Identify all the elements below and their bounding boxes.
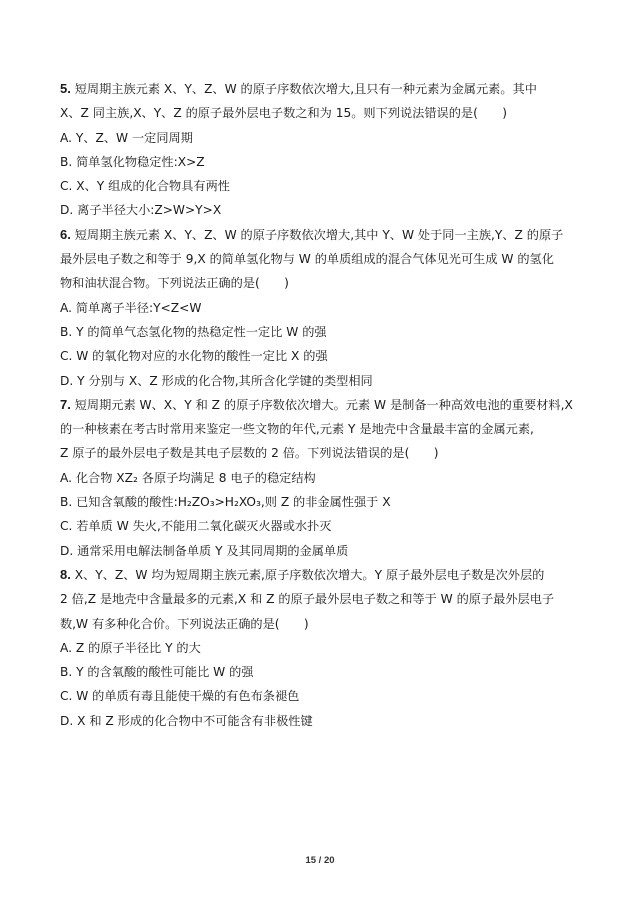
question-7 [60,393,580,563]
question-number: 6. [60,226,71,242]
question-stem-line [60,77,580,101]
question-stem-line [60,563,580,587]
option-d: D. X 和 Z 形成的化合物中不可能含有非极性键 [60,713,313,728]
option-b: B. Y 的含氧酸的酸性可能比 W 的强 [60,665,254,680]
question-stem-line: Z 原子的最外层电子数是其电子层数的 2 倍。下列说法错误的是( ) [60,446,439,461]
option-a: A. 化合物 XZ₂ 各原子均满足 8 电子的稳定结构 [60,470,316,485]
question-stem-line: 物和油状混合物。下列说法正确的是( ) [60,276,289,291]
stem-text: 短周期主族元素 X、Y、Z、W 的原子序数依次增大,其中 Y、W 处于同一主族,Y、Z 的原子 [74,227,564,242]
option-b: B. 简单氢化物稳定性:X>Z [60,154,205,169]
stem-text: X、Y、Z、W 均为短周期主族元素,原子序数依次增大。Y 原子最外层电子数是次外层的 [74,567,545,582]
question-stem-line: 最外层电子数之和等于 9,X 的简单氢化物与 W 的单质组成的混合气体见光可生成 W 的氢化 [60,252,554,267]
option-c: C. W 的氧化物对应的水化物的酸性一定比 X 的强 [60,349,328,364]
option-c: C. 若单质 W 失火,不能用二氧化碳灭火器或水扑灭 [60,519,332,534]
question-6 [60,223,580,393]
question-stem-line: X、Z 同主族,X、Y、Z 的原子最外层电子数之和为 15。则下列说法错误的是( ) [60,106,507,121]
option-b: B. 已知含氧酸的酸性:H₂ZO₃>H₂XO₃,则 Z 的非金属性强于 X [60,495,391,510]
option-d: D. 通常采用电解法制备单质 Y 及其同周期的金属单质 [60,543,349,558]
question-number: 5. [60,81,71,96]
question-number: 8. [60,566,71,582]
stem-text: 短周期主族元素 X、Y、Z、W 的原子序数依次增大,且只有一种元素为金属元素。其中 [74,82,537,96]
option-d: D. Y 分别与 X、Z 形成的化合物,其所含化学键的类型相同 [60,373,373,388]
option-a: A. 简单离子半径:Y<Z<W [60,300,202,315]
question-number: 7. [60,396,71,412]
question-list [60,77,580,733]
page-number: 15 / 20 [305,855,335,866]
question-stem-line: 2 倍,Z 是地壳中含量最多的元素,X 和 Z 的原子最外层电子数之和等于 W 的原子最外层电子 [60,592,555,607]
option-c: C. X、Y 组成的化合物具有两性 [60,179,230,194]
option-c: C. W 的单质有毒且能使干燥的有色布条褪色 [60,689,300,704]
option-a: A. Y、Z、W 一定同周期 [60,130,193,145]
option-d: D. 离子半径大小:Z>W>Y>X [60,203,222,218]
option-b: B. Y 的简单气态氢化物的热稳定性一定比 W 的强 [60,324,327,339]
question-stem-line: 的一种核素在考古时常用来鉴定一些文物的年代,元素 Y 是地壳中含量最丰富的金属元素, [60,422,534,437]
question-5 [60,77,580,223]
option-a: A. Z 的原子半径比 Y 的大 [60,640,201,655]
stem-text: 短周期元素 W、X、Y 和 Z 的原子序数依次增大。元素 W 是制备一种高效电池的重要材料,X [74,397,573,412]
question-8 [60,563,580,733]
question-stem-line: 数,W 有多种化合价。下列说法正确的是( ) [60,616,309,631]
question-stem-line [60,223,580,247]
question-stem-line [60,393,580,417]
